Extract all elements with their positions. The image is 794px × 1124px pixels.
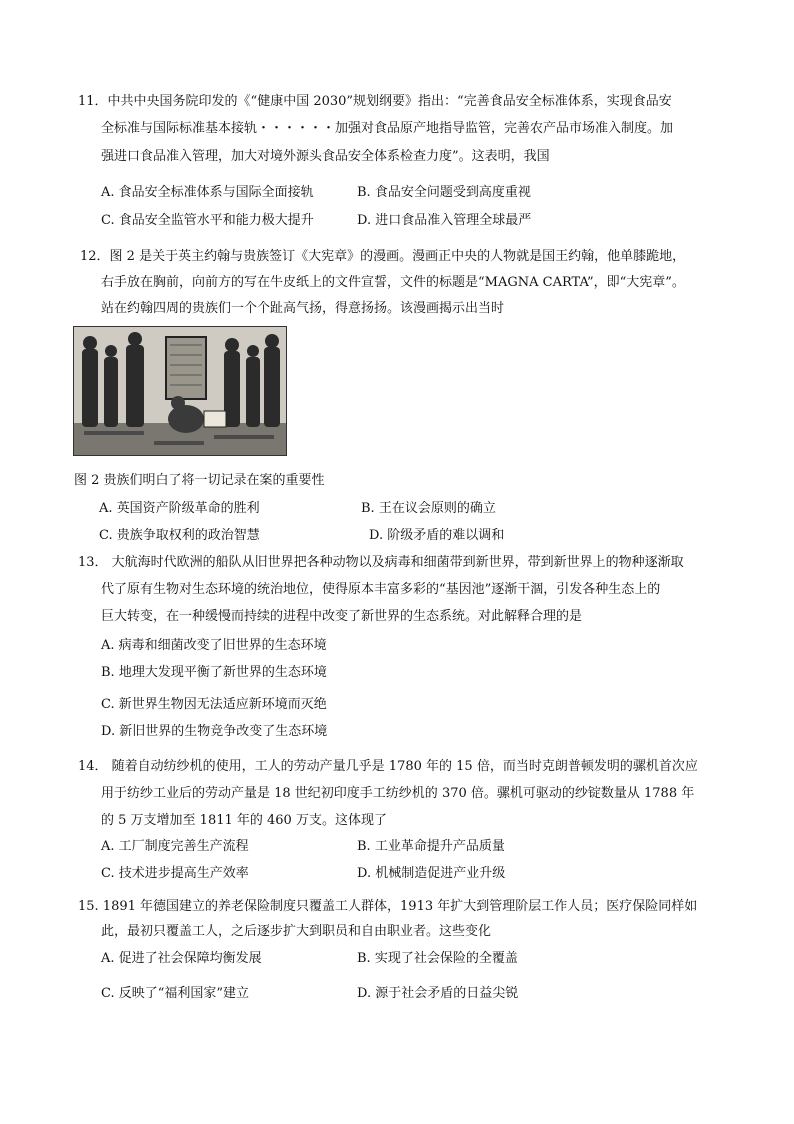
q11-option-b: B. 食品安全问题受到高度重视: [357, 185, 531, 200]
q12-option-b: B. 王在议会原则的确立: [361, 501, 496, 516]
magna-carta-cartoon-image: [73, 326, 287, 456]
q14-line-2: 用于纺纱工业后的劳动产量是 18 世纪初印度手工纺纱机的 370 倍。骡机可驱动的纱锭数量从 1788 年: [101, 786, 695, 801]
figure-2-caption: 图 2 贵族们明白了将一切记录在案的重要性: [74, 473, 325, 488]
q13-line-2: 代了原有生物对生态环境的统治地位，使得原本丰富多彩的“基因池”逐渐干涸，引发各种生态上的: [101, 582, 661, 597]
q13-line-1: 13． 大航海时代欧洲的船队从旧世界把各种动物以及病毒和细菌带到新世界，带到新世界上的物种逐渐取: [78, 555, 684, 570]
q13-line-3: 巨大转变，在一种缓慢而持续的进程中改变了新世界的生态系统。对此解释合理的是: [101, 609, 583, 624]
q11-line-2: 全标准与国际标准基本接轨・・・・・・加强对食品原产地指导监管，完善农产品市场准入制度。加: [101, 121, 674, 136]
q13-option-d: D. 新旧世界的生物竞争改变了生态环境: [101, 724, 328, 739]
q14-option-b: B. 工业革命提升产品质量: [357, 839, 505, 854]
q14-option-a: A. 工厂制度完善生产流程: [101, 839, 249, 854]
q11-line-3: 强进口食品准入管理，加大对境外源头食品安全体系检查力度”。这表明，我国: [101, 149, 550, 164]
q12-line-3: 站在约翰四周的贵族们一个个趾高气扬，得意扬扬。该漫画揭示出当时: [101, 301, 505, 316]
q15-option-d: D. 源于社会矛盾的日益尖锐: [357, 986, 519, 1001]
q14-option-d: D. 机械制造促进产业升级: [357, 866, 506, 881]
q15-line-1: 15. 1891 年德国建立的养老保险制度只覆盖工人群体，1913 年扩大到管理阶层工作人员；医疗保险同样如: [78, 899, 698, 914]
q13-option-b: B. 地理大发现平衡了新世界的生态环境: [101, 665, 327, 680]
q11-line-1: 11．中共中央国务院印发的《“健康中国 2030”规划纲要》指出：“完善食品安全标准体系，实现食品安: [78, 94, 672, 109]
q15-option-b: B. 实现了社会保险的全覆盖: [357, 951, 518, 966]
q12-option-d: D. 阶级矛盾的难以调和: [369, 528, 505, 543]
q13-option-c: C. 新世界生物因无法适应新环境而灭绝: [101, 697, 327, 712]
q12-option-c: C. 贵族争取权利的政治智慧: [99, 528, 260, 543]
q14-line-1: 14． 随着自动纺纱机的使用，工人的劳动产量几乎是 1780 年的 15 倍，而当时克朗普顿发明的骡机首次应: [78, 759, 698, 774]
q11-option-c: C. 食品安全监管水平和能力极大提升: [101, 213, 314, 228]
q15-line-2: 此，最初只覆盖工人，之后逐步扩大到职员和自由职业者。这些变化: [101, 924, 492, 939]
q12-line-2: 右手放在胸前，向前方的写在牛皮纸上的文件宣誓，文件的标题是“MAGNA CARTA”，即“大宪章”。: [101, 275, 685, 290]
q13-option-a: A. 病毒和细菌改变了旧世界的生态环境: [101, 638, 327, 653]
q15-option-a: A. 促进了社会保障均衡发展: [101, 951, 262, 966]
q12-line-1: 12．图 2 是关于英主约翰与贵族签订《大宪章》的漫画。漫画正中央的人物就是国王约翰，他单膝跪地，: [80, 249, 686, 264]
q11-option-a: A. 食品安全标准体系与国际全面接轨: [101, 185, 314, 200]
q15-option-c: C. 反映了“福利国家”建立: [101, 986, 250, 1001]
q14-line-3: 的 5 万支增加至 1811 年的 460 万支。这体现了: [101, 813, 387, 828]
q11-option-d: D. 进口食品准入管理全球最严: [357, 213, 532, 228]
q14-option-c: C. 技术进步提高生产效率: [101, 866, 249, 881]
q12-option-a: A. 英国资产阶级革命的胜利: [99, 501, 260, 516]
